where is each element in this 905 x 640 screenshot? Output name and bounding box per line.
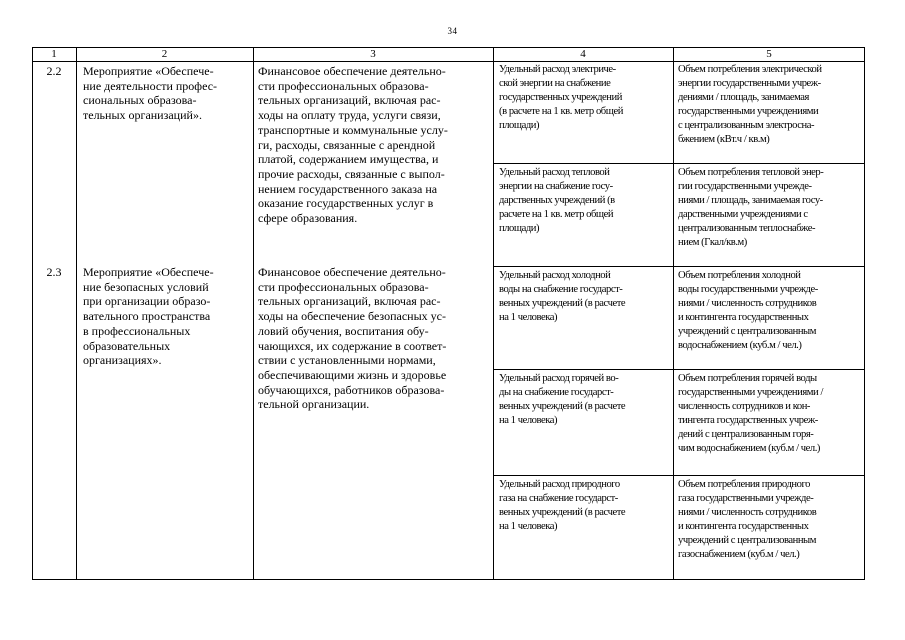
column-separator <box>493 47 494 580</box>
row-number: 2.2 <box>46 64 62 78</box>
column-separator <box>253 47 254 580</box>
indicator-name: Удельный расход электриче- ской энергии на снабжение государственных учреждений (в расчете на 1 кв. метр общей площади) <box>499 64 623 132</box>
indicator-name: Удельный расход горячей во- ды на снабжение государст- венных учреждений (в расчете на 1 человека) <box>499 373 626 427</box>
event-description: Финансовое обеспечение деятельно- сти профессиональных образова- тельных организаций, включая рас- ходы на обеспечение безопасных ус- ловий обучения, воспитания обу- чающихся, их содержание в соответ- ствии с установленными нормами, обеспечивающими жизнь и здоровье обучающихся, работников образова- тельной организации. <box>258 265 447 412</box>
table-border-left <box>32 47 33 580</box>
row-number: 2.3 <box>46 265 62 279</box>
indicator-row-separator <box>493 369 865 370</box>
indicator-formula: Объем потребления горячей воды государственными учреждениями / численность сотрудников и кон- тингента государственных учреж- дений с централизованным горя- чим водоснабжением (куб.м / чел.) <box>678 373 823 455</box>
indicator-name: Удельный расход тепловой энергии на снабжение госу- дарственных учреждений (в расчете на 1 кв. метр общей площади) <box>499 167 615 235</box>
indicator-name: Удельный расход природного газа на снабжение государст- венных учреждений (в расчете на 1 человека) <box>499 479 626 533</box>
column-header-3: 3 <box>370 48 376 60</box>
event-title: Мероприятие «Обеспече- ние безопасных условий при организации образо- вательного пространства в профессиональных образовательных организациях». <box>83 265 214 368</box>
indicator-row-separator <box>493 475 865 476</box>
column-header-5: 5 <box>766 48 772 60</box>
indicator-name: Удельный расход холодной воды на снабжение государст- венных учреждений (в расчете на 1 человека) <box>499 270 626 324</box>
header-separator <box>32 61 865 62</box>
column-separator <box>76 47 77 580</box>
column-header-4: 4 <box>580 48 586 60</box>
table-border-bottom <box>32 579 865 580</box>
indicator-formula: Объем потребления электрической энергии государственными учреж- дениями / площадь, занимаемая государственными учреждениями с централизованным электросна- бжением (кВт.ч / кв.м) <box>678 64 822 146</box>
indicator-formula: Объем потребления холодной воды государственными учрежде- ниями / численность сотрудников и контингента государственных учреждений с централизованным водоснабжением (куб.м / чел.) <box>678 270 818 352</box>
indicator-formula: Объем потребления тепловой энер- гии государственными учрежде- ниями / площадь, занимаемая госу- дарственными учреждениями с централизованным теплоснабже- нием (Гкал/кв.м) <box>678 167 824 249</box>
indicator-row-separator <box>493 266 865 267</box>
page-number: 34 <box>447 26 458 36</box>
table-border-top <box>32 47 865 48</box>
indicator-row-separator <box>493 163 865 164</box>
event-description: Финансовое обеспечение деятельно- сти профессиональных образова- тельных организаций, включая рас- ходы на оплату труда, услуги связи, транспортные и коммунальные услу- ги, расходы, связанные с арендной платой, содержанием имущества, и прочие расходы, связанные с выпол- нением государственного заказа на оказание государственных услуг в сфере образования. <box>258 64 448 226</box>
event-title: Мероприятие «Обеспече- ние деятельности профес- сиональных образова- тельных организаций». <box>83 64 218 123</box>
column-header-1: 1 <box>51 48 57 60</box>
indicator-formula: Объем потребления природного газа государственными учрежде- ниями / численность сотрудников и контингента государственных учреждений с централизованным газоснабжением (куб.м / чел.) <box>678 479 817 561</box>
column-separator <box>673 47 674 580</box>
table-border-right <box>864 47 865 580</box>
column-header-2: 2 <box>161 48 168 60</box>
